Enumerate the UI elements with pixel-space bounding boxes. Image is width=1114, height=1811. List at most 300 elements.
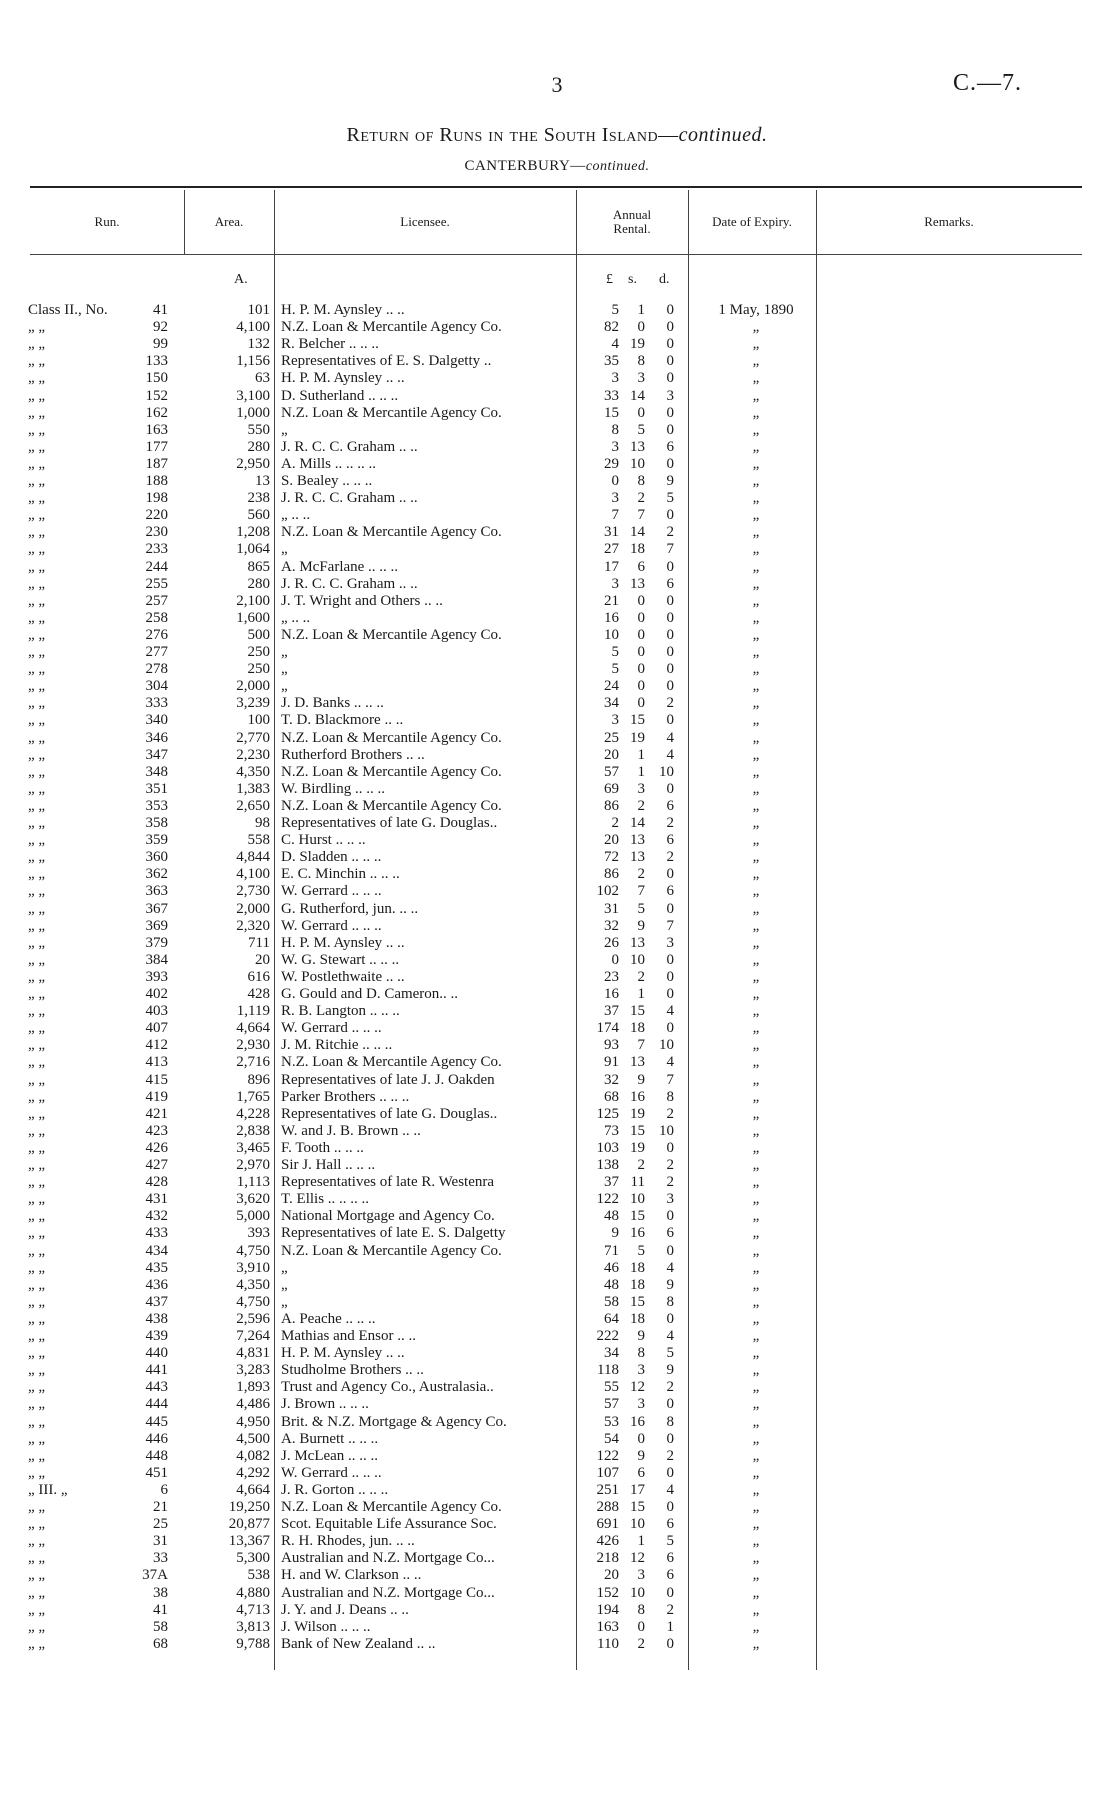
unit-acres: A. [234, 272, 248, 287]
expiry-date: „ [752, 473, 760, 489]
expiry-date: „ [752, 1259, 760, 1276]
area: 4,750 [236, 1242, 270, 1259]
expiry-date: „ [752, 1054, 760, 1071]
rental-pounds: 55 [604, 1379, 619, 1396]
rental-pence: 0 [666, 1635, 674, 1652]
run-class: „ „ [28, 370, 46, 387]
rental-pence: 0 [666, 421, 674, 438]
licensee: J. D. Banks .. .. .. [281, 695, 384, 712]
rental-shillings: 0 [637, 626, 645, 643]
run-class: „ „ [28, 541, 46, 558]
document-reference: C.—7. [952, 70, 1022, 96]
run-number: 445 [145, 1413, 168, 1430]
rental-shillings: 9 [637, 1328, 645, 1344]
run-number: 177 [145, 438, 168, 455]
expiry-date: „ [752, 319, 760, 336]
table-top-rule [30, 186, 1082, 188]
rental-pounds: 24 [604, 678, 619, 695]
licensee: „ [281, 644, 288, 660]
expiry-date: „ [752, 490, 760, 507]
table-row [0, 1157, 1114, 1174]
rental-pence: 0 [666, 609, 674, 626]
expiry-date: „ [752, 1430, 760, 1447]
table-row [0, 1567, 1114, 1584]
rental-shillings: 3 [637, 370, 645, 387]
table-row [0, 1294, 1114, 1311]
licensee: A. Mills .. .. .. .. [281, 455, 377, 472]
run-class: Class II., No. [28, 302, 108, 318]
expiry-date: „ [752, 1601, 760, 1618]
rental-pounds: 103 [596, 1139, 619, 1156]
rental-pounds: 9 [611, 1225, 619, 1242]
licensee: A. Peache .. .. .. [281, 1310, 376, 1327]
rental-pence: 2 [666, 815, 674, 831]
rental-pence: 0 [666, 712, 674, 729]
area: 5,300 [236, 1550, 270, 1567]
run-number: 423 [145, 1122, 168, 1139]
rental-pounds: 37 [604, 1003, 619, 1020]
table-row [0, 986, 1114, 1003]
rental-pounds: 5 [611, 644, 619, 660]
rental-pence: 4 [666, 1054, 674, 1071]
col-header-remarks: Remarks. [924, 214, 974, 229]
area: 4,100 [236, 319, 270, 336]
rental-pounds: 0 [611, 473, 619, 489]
run-number: 31 [153, 1533, 168, 1550]
table-row [0, 1448, 1114, 1465]
table-row [0, 559, 1114, 576]
rental-pounds: 15 [604, 404, 619, 421]
rental-shillings: 9 [637, 1447, 645, 1464]
rental-shillings: 19 [630, 336, 645, 353]
area: 1,119 [236, 1003, 270, 1020]
expiry-date: „ [752, 1293, 760, 1310]
rental-shillings: 15 [630, 1499, 645, 1515]
run-number: 427 [145, 1157, 168, 1173]
rental-pounds: 34 [604, 1345, 619, 1362]
rental-pence: 5 [666, 490, 674, 507]
table-row [0, 815, 1114, 832]
area: 1,765 [236, 1088, 270, 1105]
rental-shillings: 16 [630, 1413, 645, 1430]
rental-pence: 9 [666, 1362, 674, 1379]
area: 616 [247, 968, 270, 985]
run-number: 277 [145, 644, 168, 660]
area: 2,716 [236, 1054, 270, 1071]
rental-shillings: 0 [637, 695, 645, 712]
area: 13 [255, 473, 270, 489]
licensee: Representatives of late E. S. Dalgetty [281, 1225, 506, 1242]
run-number: 255 [145, 575, 168, 592]
table-row [0, 1465, 1114, 1482]
rental-shillings: 2 [637, 968, 645, 985]
run-number: 258 [145, 609, 168, 626]
rental-pounds: 31 [604, 900, 619, 917]
table-row [0, 832, 1114, 849]
title-continued: continued. [678, 124, 768, 146]
rental-pounds: 32 [604, 917, 619, 934]
run-number: 220 [145, 507, 168, 524]
run-number: 419 [145, 1088, 168, 1105]
table-row [0, 1414, 1114, 1431]
table-row [0, 576, 1114, 593]
run-class: „ „ [28, 1020, 46, 1037]
rental-pence: 6 [666, 1567, 674, 1584]
rental-shillings: 0 [637, 319, 645, 336]
run-number: 187 [145, 455, 168, 472]
rental-pounds: 86 [604, 797, 619, 814]
expiry-date: „ [752, 678, 760, 695]
run-number: 92 [153, 319, 168, 336]
run-number: 346 [145, 729, 168, 746]
rental-shillings: 8 [637, 353, 645, 370]
run-number: 443 [145, 1379, 168, 1396]
area: 4,750 [236, 1293, 270, 1310]
rental-shillings: 15 [630, 1293, 645, 1310]
run-number: 439 [145, 1328, 168, 1344]
rental-pounds: 8 [611, 421, 619, 438]
rental-shillings: 2 [637, 866, 645, 883]
rental-pence: 4 [666, 746, 674, 763]
run-number: 367 [145, 900, 168, 917]
licensee: H. P. M. Aynsley .. .. [281, 934, 405, 951]
rental-pounds: 93 [604, 1037, 619, 1054]
licensee: Scot. Equitable Life Assurance Soc. [281, 1516, 497, 1533]
area: 1,113 [236, 1174, 270, 1191]
rental-pence: 2 [666, 1174, 674, 1191]
rental-pence: 1 [666, 1618, 674, 1635]
area: 4,100 [236, 866, 270, 883]
rental-pence: 6 [666, 883, 674, 900]
run-class: „ „ [28, 729, 46, 746]
rental-pence: 6 [666, 575, 674, 592]
licensee: Representatives of late G. Douglas.. [281, 1105, 498, 1122]
table-row [0, 1482, 1114, 1499]
run-class: „ „ [28, 1464, 46, 1481]
table-row [0, 712, 1114, 729]
run-number: 379 [145, 934, 168, 951]
rental-shillings: 7 [637, 1037, 645, 1054]
licensee: Representatives of late G. Douglas.. [281, 815, 498, 831]
rental-pence: 2 [666, 1601, 674, 1618]
rental-pence: 6 [666, 832, 674, 849]
rental-shillings: 13 [630, 575, 645, 592]
unit-pence: d. [659, 272, 670, 287]
rental-pence: 10 [659, 1122, 674, 1139]
rental-pounds: 33 [604, 387, 619, 404]
area: 1,064 [236, 541, 270, 558]
rental-pence: 3 [666, 1191, 674, 1208]
rental-pence: 9 [666, 473, 674, 489]
rental-pounds: 138 [596, 1157, 619, 1173]
area: 560 [247, 507, 270, 524]
run-number: 432 [145, 1208, 168, 1225]
expiry-date: „ [752, 609, 760, 626]
page-title [0, 124, 1114, 147]
table-row [0, 952, 1114, 969]
run-class: „ „ [28, 319, 46, 336]
run-class: „ „ [28, 1157, 46, 1173]
expiry-date: „ [752, 712, 760, 729]
expiry-date: „ [752, 1105, 760, 1122]
run-number: 33 [153, 1550, 168, 1567]
run-class: „ „ [28, 986, 46, 1002]
expiry-date: „ [752, 661, 760, 678]
rental-pounds: 57 [604, 1396, 619, 1413]
licensee: D. Sutherland .. .. .. [281, 387, 399, 404]
licensee: R. B. Langton .. .. .. [281, 1003, 400, 1020]
expiry-date: „ [752, 815, 760, 831]
licensee: J. T. Wright and Others .. .. [281, 592, 443, 609]
table-row [0, 1585, 1114, 1602]
rental-shillings: 3 [637, 1396, 645, 1413]
licensee: E. C. Minchin .. .. .. [281, 866, 400, 883]
area: 4,664 [236, 1020, 270, 1037]
licensee: Brit. & N.Z. Mortgage & Agency Co. [281, 1413, 507, 1430]
rental-pounds: 0 [611, 951, 619, 968]
area: 711 [248, 934, 270, 951]
rental-pounds: 218 [596, 1550, 619, 1567]
run-number: 446 [145, 1430, 168, 1447]
table-row [0, 1533, 1114, 1550]
run-number: 358 [145, 815, 168, 831]
rental-pence: 0 [666, 1584, 674, 1601]
run-class: „ „ [28, 917, 46, 934]
expiry-date: „ [752, 1499, 760, 1515]
expiry-date: „ [752, 746, 760, 763]
rental-pounds: 122 [596, 1447, 619, 1464]
rental-shillings: 15 [630, 1122, 645, 1139]
area: 3,910 [236, 1259, 270, 1276]
area: 558 [247, 832, 270, 849]
rental-pounds: 125 [596, 1105, 619, 1122]
licensee: F. Tooth .. .. .. [281, 1139, 364, 1156]
expiry-date: „ [752, 1122, 760, 1139]
rental-shillings: 19 [630, 1105, 645, 1122]
rental-pence: 0 [666, 1310, 674, 1327]
rental-shillings: 0 [637, 678, 645, 695]
run-class: „ „ [28, 1550, 46, 1567]
run-class: „ „ [28, 1225, 46, 1242]
rental-pounds: 34 [604, 695, 619, 712]
area: 19,250 [228, 1499, 270, 1515]
rental-pounds: 20 [604, 746, 619, 763]
rental-pounds: 46 [604, 1259, 619, 1276]
rental-shillings: 18 [630, 1310, 645, 1327]
licensee: W. Gerrard .. .. .. [281, 1020, 382, 1037]
run-class: „ „ [28, 1071, 46, 1088]
rental-shillings: 0 [637, 661, 645, 678]
expiry-date: „ [752, 1464, 760, 1481]
table-row [0, 1396, 1114, 1413]
table-row [0, 1345, 1114, 1362]
run-number: 276 [145, 626, 168, 643]
table-row [0, 781, 1114, 798]
area: 2,000 [236, 678, 270, 695]
rental-pence: 8 [666, 1413, 674, 1430]
rental-pence: 5 [666, 1533, 674, 1550]
run-class: „ „ [28, 507, 46, 524]
rental-pence: 0 [666, 1464, 674, 1481]
run-number: 407 [145, 1020, 168, 1037]
table-row [0, 1123, 1114, 1140]
run-class: „ III. „ [28, 1481, 68, 1498]
run-number: 41 [153, 302, 168, 318]
licensee: „ .. .. [281, 609, 311, 626]
run-number: 403 [145, 1003, 168, 1020]
table-row [0, 1003, 1114, 1020]
rental-pence: 0 [666, 1242, 674, 1259]
table-row [0, 1020, 1114, 1037]
expiry-date: „ [752, 1533, 760, 1550]
licensee: J. Brown .. .. .. [281, 1396, 369, 1413]
rental-shillings: 5 [637, 900, 645, 917]
run-number: 428 [145, 1174, 168, 1191]
area: 4,664 [236, 1481, 270, 1498]
run-number: 21 [153, 1499, 168, 1515]
run-number: 41 [153, 1601, 168, 1618]
rental-pounds: 3 [611, 438, 619, 455]
licensee: A. McFarlane .. .. .. [281, 558, 399, 575]
table-row [0, 1054, 1114, 1071]
area: 2,650 [236, 797, 270, 814]
table-row [0, 388, 1114, 405]
licensee: W. Postlethwaite .. .. [281, 968, 405, 985]
rental-shillings: 10 [630, 1584, 645, 1601]
run-number: 438 [145, 1310, 168, 1327]
table-row [0, 1499, 1114, 1516]
run-number: 348 [145, 763, 168, 780]
expiry-date: „ [752, 951, 760, 968]
area: 4,228 [236, 1105, 270, 1122]
run-class: „ „ [28, 1584, 46, 1601]
area: 250 [247, 661, 270, 678]
rental-pounds: 86 [604, 866, 619, 883]
run-number: 304 [145, 678, 168, 695]
run-class: „ „ [28, 661, 46, 678]
area: 1,156 [236, 353, 270, 370]
table-row [0, 524, 1114, 541]
run-class: „ „ [28, 1054, 46, 1071]
rental-pence: 0 [666, 319, 674, 336]
rental-pence: 0 [666, 1020, 674, 1037]
run-number: 233 [145, 541, 168, 558]
rental-pounds: 426 [596, 1533, 619, 1550]
expiry-date: „ [752, 1157, 760, 1173]
expiry-date: „ [752, 1071, 760, 1088]
table-row [0, 456, 1114, 473]
rental-pounds: 4 [611, 336, 619, 353]
run-class: „ „ [28, 968, 46, 985]
licensee: N.Z. Loan & Mercantile Agency Co. [281, 626, 502, 643]
expiry-date: „ [752, 558, 760, 575]
expiry-date: „ [752, 1550, 760, 1567]
run-class: „ „ [28, 1174, 46, 1191]
run-class: „ „ [28, 438, 46, 455]
table-row [0, 661, 1114, 678]
rental-pounds: 71 [604, 1242, 619, 1259]
licensee: J. R. C. C. Graham .. .. [281, 438, 418, 455]
expiry-date: „ [752, 1618, 760, 1635]
run-number: 162 [145, 404, 168, 421]
run-class: „ „ [28, 1413, 46, 1430]
licensee: Australian and N.Z. Mortgage Co... [281, 1550, 495, 1567]
area: 20,877 [228, 1516, 270, 1533]
expiry-date: „ [752, 695, 760, 712]
table-row [0, 935, 1114, 952]
table-row [0, 1191, 1114, 1208]
area: 4,350 [236, 1276, 270, 1293]
table-row [0, 849, 1114, 866]
run-number: 150 [145, 370, 168, 387]
run-class: „ „ [28, 815, 46, 831]
rental-header-line2: Rental. [613, 221, 651, 236]
rental-pence: 0 [666, 592, 674, 609]
rental-pounds: 16 [604, 609, 619, 626]
run-number: 384 [145, 951, 168, 968]
rental-shillings: 0 [637, 609, 645, 626]
rental-shillings: 1 [637, 746, 645, 763]
rental-shillings: 2 [637, 1635, 645, 1652]
run-number: 133 [145, 353, 168, 370]
rental-shillings: 17 [630, 1481, 645, 1498]
run-class: „ „ [28, 1276, 46, 1293]
licensee: N.Z. Loan & Mercantile Agency Co. [281, 1499, 502, 1515]
licensee: H. and W. Clarkson .. .. [281, 1567, 422, 1584]
rental-pounds: 152 [596, 1584, 619, 1601]
licensee: „ [281, 678, 288, 695]
rental-pounds: 64 [604, 1310, 619, 1327]
run-class: „ „ [28, 1139, 46, 1156]
rental-shillings: 3 [637, 780, 645, 797]
run-class: „ „ [28, 1533, 46, 1550]
area: 132 [247, 336, 270, 353]
table-row [0, 1602, 1114, 1619]
licensee: N.Z. Loan & Mercantile Agency Co. [281, 319, 502, 336]
run-class: „ „ [28, 832, 46, 849]
expiry-date: „ [752, 626, 760, 643]
expiry-date: „ [752, 1396, 760, 1413]
expiry-date: „ [752, 1174, 760, 1191]
rental-shillings: 18 [630, 1020, 645, 1037]
rental-pence: 3 [666, 387, 674, 404]
run-number: 25 [153, 1516, 168, 1533]
run-class: „ „ [28, 524, 46, 541]
run-class: „ „ [28, 746, 46, 763]
table-row [0, 1636, 1114, 1653]
rental-shillings: 1 [637, 302, 645, 318]
run-number: 244 [145, 558, 168, 575]
run-number: 433 [145, 1225, 168, 1242]
run-class: „ „ [28, 558, 46, 575]
subtitle-main: CANTERBURY— [464, 158, 586, 174]
rental-pence: 2 [666, 849, 674, 866]
expiry-date: „ [752, 370, 760, 387]
rental-shillings: 13 [630, 934, 645, 951]
expiry-date: „ [752, 438, 760, 455]
table-row [0, 353, 1114, 370]
expiry-date: „ [752, 934, 760, 951]
run-class: „ „ [28, 1003, 46, 1020]
expiry-date: „ [752, 1379, 760, 1396]
area: 98 [255, 815, 270, 831]
rental-shillings: 13 [630, 438, 645, 455]
run-class: „ „ [28, 951, 46, 968]
run-class: „ „ [28, 387, 46, 404]
licensee: H. P. M. Aynsley .. .. [281, 370, 405, 387]
rental-pence: 0 [666, 951, 674, 968]
rental-pence: 5 [666, 1345, 674, 1362]
